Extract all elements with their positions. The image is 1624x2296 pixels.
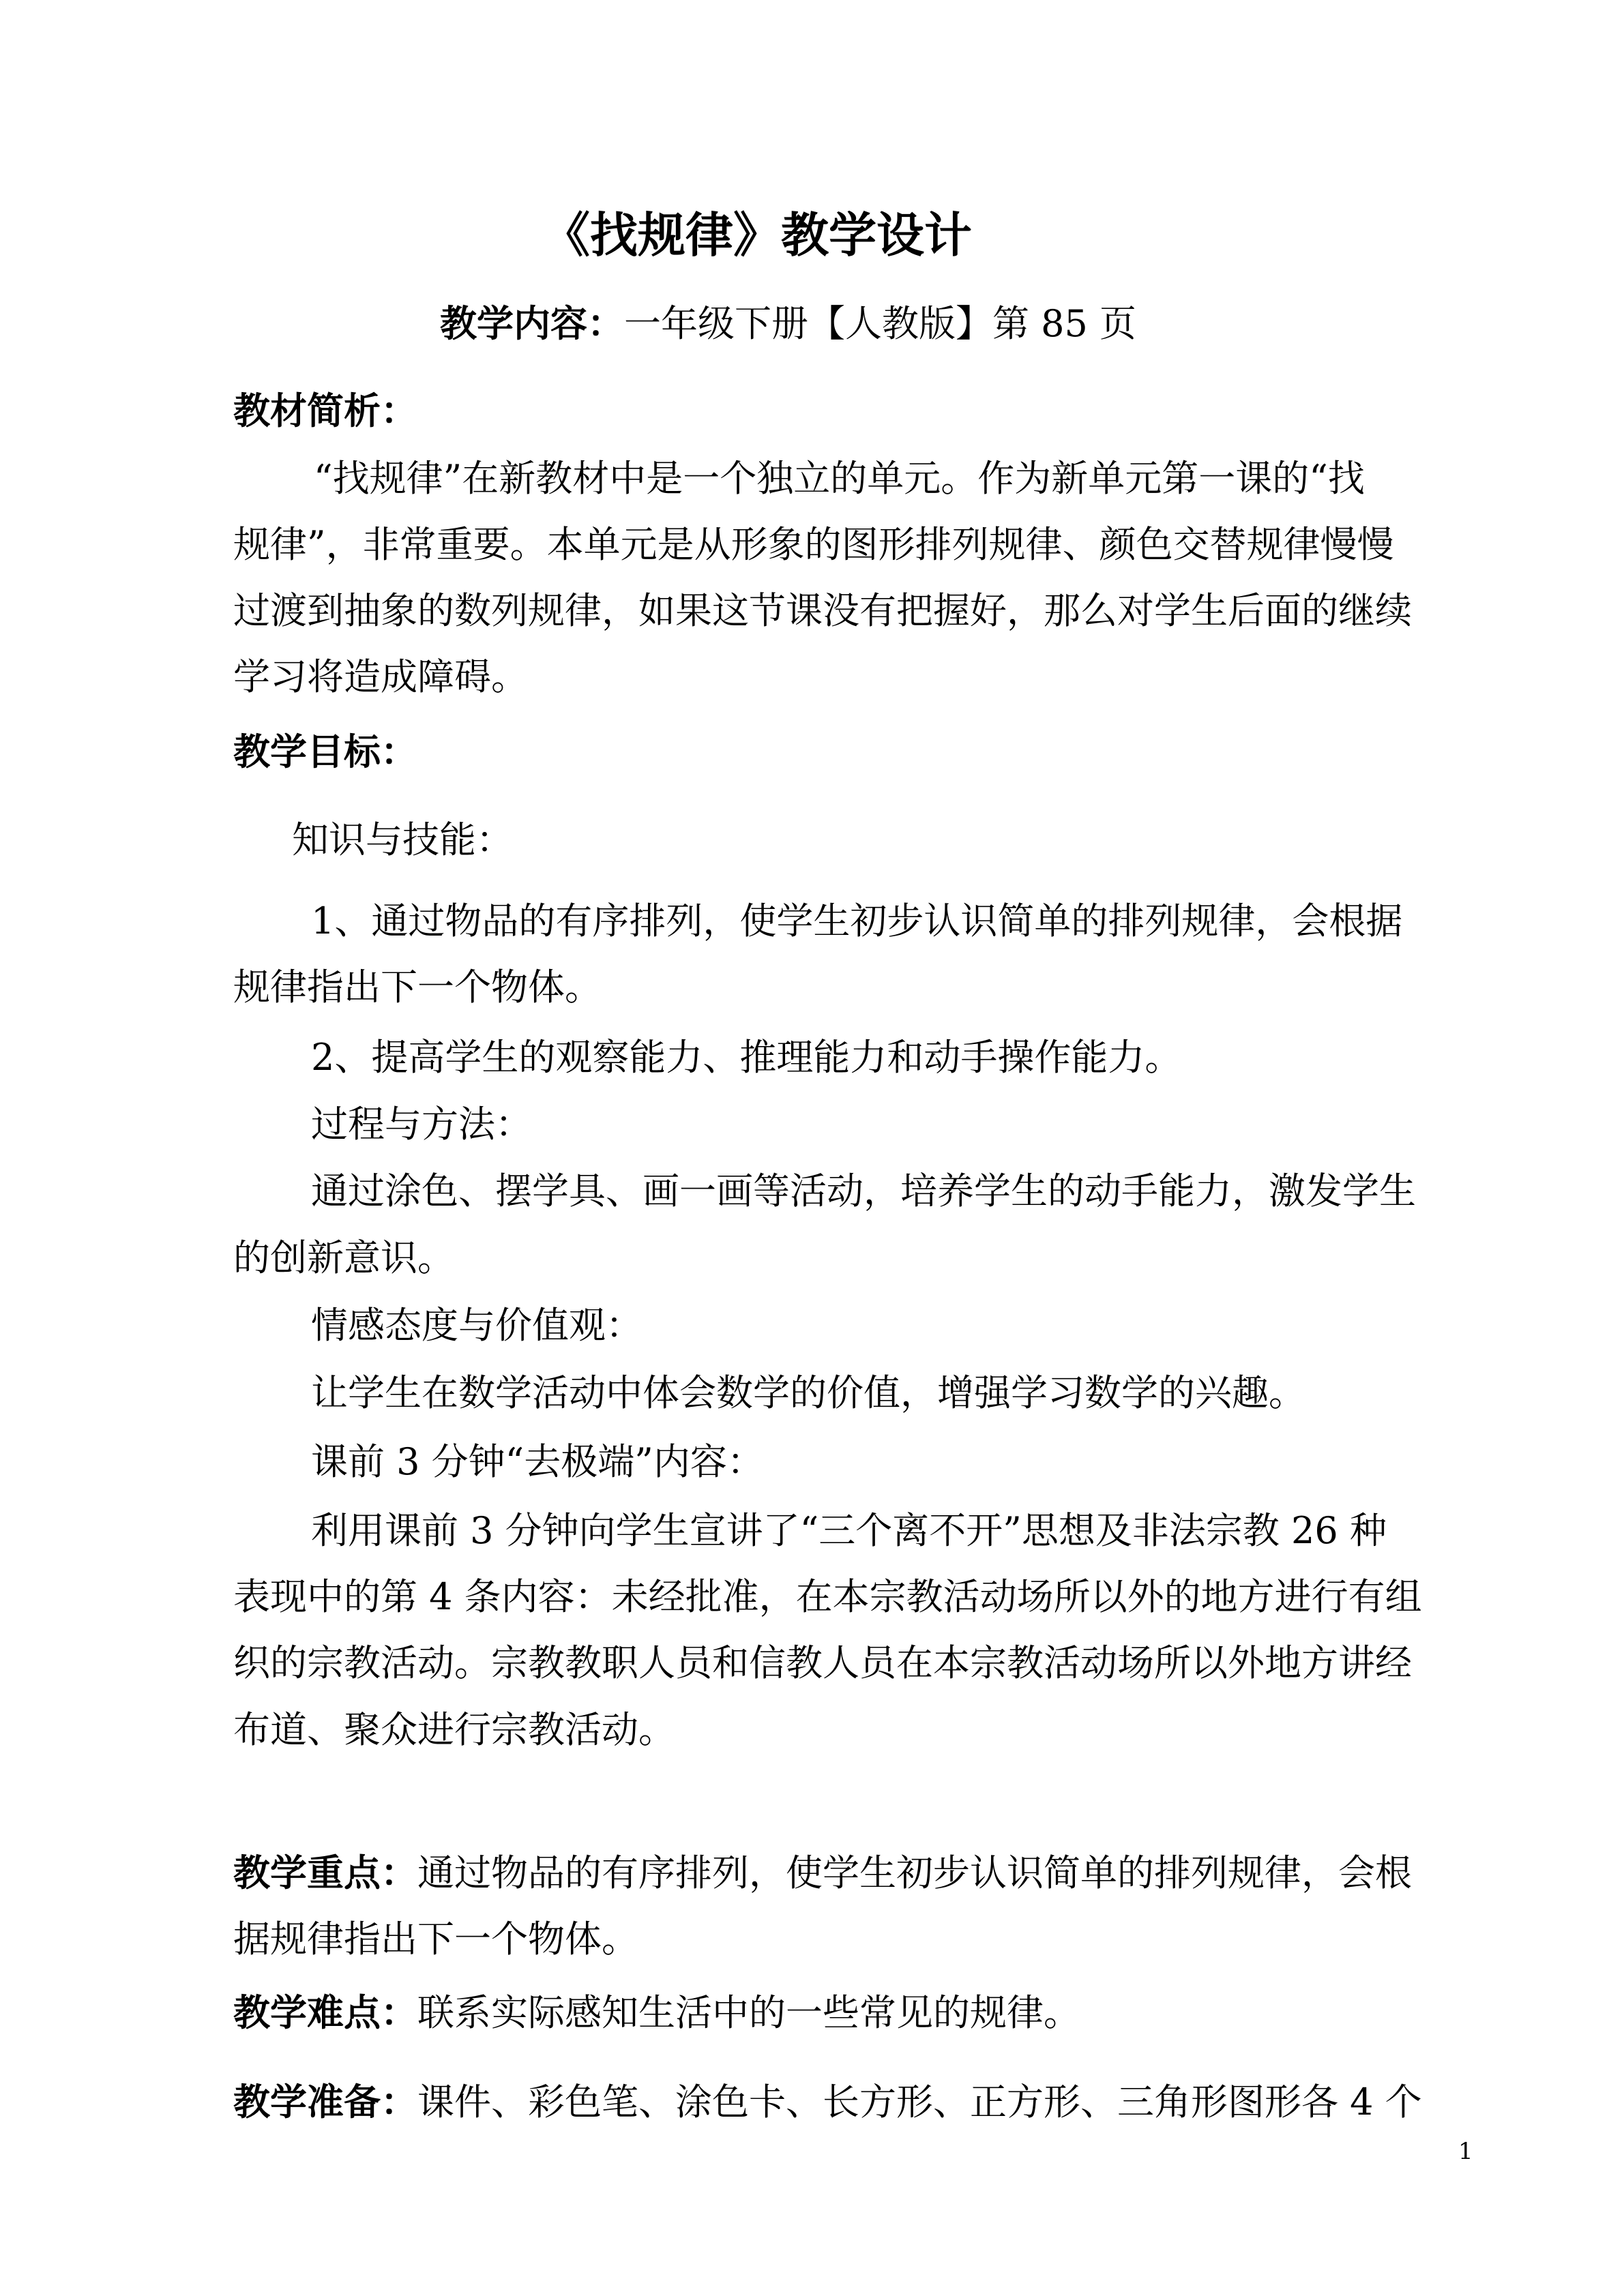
pre-class-line-3: 织的宗教活动。宗教教职人员和信教人员在本宗教活动场所以外地方讲经 — [233, 1641, 1412, 1684]
teaching-content-text: 一年级下册【人教版】第 85 页 — [624, 302, 1137, 345]
pre-class-line-4: 布道、聚众进行宗教活动。 — [233, 1708, 675, 1751]
goal2-text: 2、提高学生的观察能力、推理能力和动手操作能力。 — [311, 1036, 1182, 1079]
emotion-label: 情感态度与价值观： — [311, 1304, 643, 1347]
analysis-line-1: “找规律”在新教材中是一个独立的单元。作为新单元第一课的“找 — [314, 457, 1365, 500]
key-point-label: 教学重点： — [233, 1851, 417, 1894]
analysis-heading: 教材简析： — [233, 389, 417, 432]
pre-class-line-2: 表现中的第 4 条内容：未经批准，在本宗教活动场所以外的地方进行有组 — [233, 1575, 1422, 1618]
key-point — [233, 1851, 1412, 1894]
emotion-text: 让学生在数学活动中体会数学的价值，增强学习数学的兴趣。 — [311, 1371, 1305, 1414]
key-point-text-2: 据规律指出下一个物体。 — [233, 1918, 638, 1960]
preparation-label: 教学准备： — [233, 2080, 417, 2123]
difficulty-label: 教学难点： — [233, 1991, 417, 2034]
pre-class-label: 课前 3 分钟“去极端”内容： — [311, 1440, 764, 1483]
pre-class-line-1: 利用课前 3 分钟向学生宣讲了“三个离不开”思想及非法宗教 26 种 — [311, 1509, 1387, 1552]
process-line-2: 的创新意识。 — [233, 1236, 454, 1279]
process-label: 过程与方法： — [311, 1103, 532, 1146]
goal1-line-2: 规律指出下一个物体。 — [233, 966, 602, 1009]
teaching-content — [440, 301, 1137, 345]
page-number: 1 — [1458, 2138, 1473, 2165]
difficulty-text: 联系实际感知生活中的一些常见的规律。 — [417, 1991, 1080, 2034]
analysis-line-4: 学习将造成障碍。 — [233, 655, 528, 698]
preparation — [233, 2080, 1422, 2123]
preparation-text: 课件、彩色笔、涂色卡、长方形、正方形、三角形图形各 4 个 — [417, 2081, 1422, 2123]
goals-heading: 教学目标： — [233, 730, 417, 773]
process-line-1: 通过涂色、摆学具、画一画等活动，培养学生的动手能力，激发学生 — [311, 1169, 1416, 1212]
knowledge-label: 知识与技能： — [292, 818, 513, 861]
goal1-line-1: 1、通过物品的有序排列，使学生初步认识简单的排列规律，会根据 — [311, 899, 1403, 942]
teaching-content-label: 教学内容： — [440, 301, 624, 345]
analysis-line-2: 规律”，非常重要。本单元是从形象的图形排列规律、颜色交替规律慢慢 — [233, 523, 1394, 566]
document-title: 《找规律》教学设计 — [542, 207, 972, 263]
difficulty — [233, 1991, 1080, 2034]
key-point-text-1: 通过物品的有序排列，使学生初步认识简单的排列规律，会根 — [417, 1851, 1412, 1894]
analysis-line-3: 过渡到抽象的数列规律，如果这节课没有把握好，那么对学生后面的继续 — [233, 589, 1412, 632]
